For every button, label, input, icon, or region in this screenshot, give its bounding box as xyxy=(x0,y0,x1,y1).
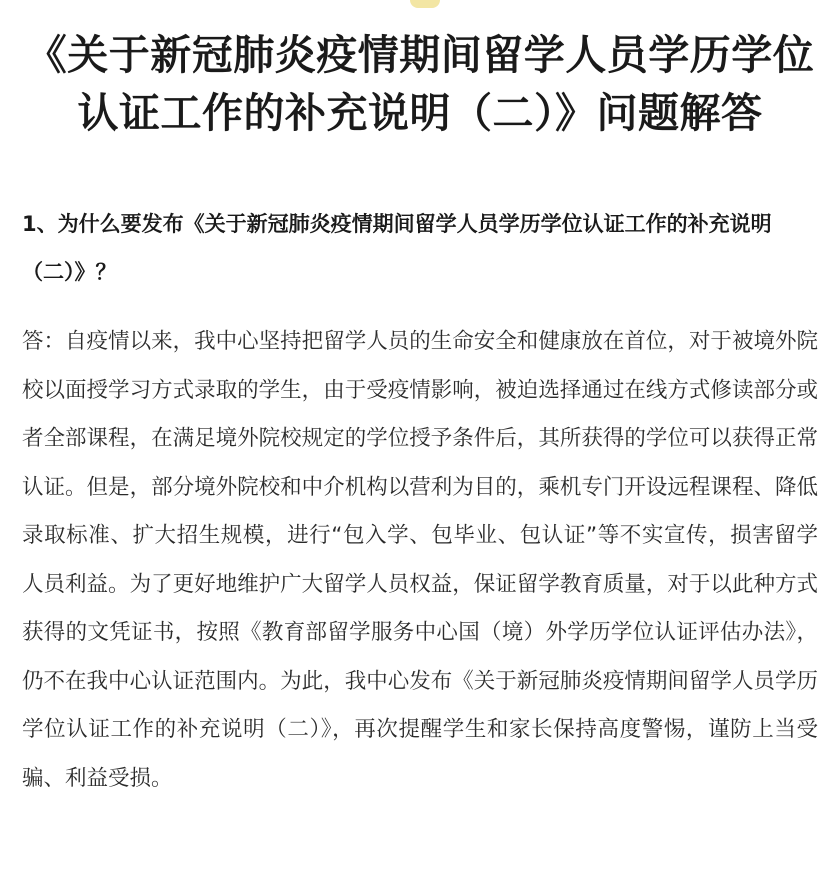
article-title: 《关于新冠肺炎疫情期间留学人员学历学位认证工作的补充说明（二）》问题解答 xyxy=(25,31,815,137)
top-decoration xyxy=(410,0,440,8)
question-heading: 1、为什么要发布《关于新冠肺炎疫情期间留学人员学历学位认证工作的补充说明（二）》？ xyxy=(22,212,772,284)
answer-paragraph: 答：自疫情以来，我中心坚持把留学人员的生命安全和健康放在首位，对于被境外院校以面授学习方式录取的学生，由于受疫情影响，被迫选择通过在线方式修读部分或者全部课程，在满足境外院校规定的学位授予条件后，其所获得的学位可以获得正常认证。但是，部分境外院校和中介机构以营利为目的，乘机专门开设远程课程、降低录取标准、扩大招生规模，进行“包入学、包毕业、包认证”等不实宣传，损害留学人员利益。为了更好地维护广大留学人员权益，保证留学教育质量，对于以此种方式获得的文凭证书，按照《教育部留学服务中心国（境）外学历学位认证评估办法》，仍不在我中心认证范围内。为此，我中心发布《关于新冠肺炎疫情期间留学人员学历学位认证工作的补充说明（二）》，再次提醒学生和家长保持高度警惕，谨防上当受骗、利益受损。 xyxy=(22,329,818,791)
